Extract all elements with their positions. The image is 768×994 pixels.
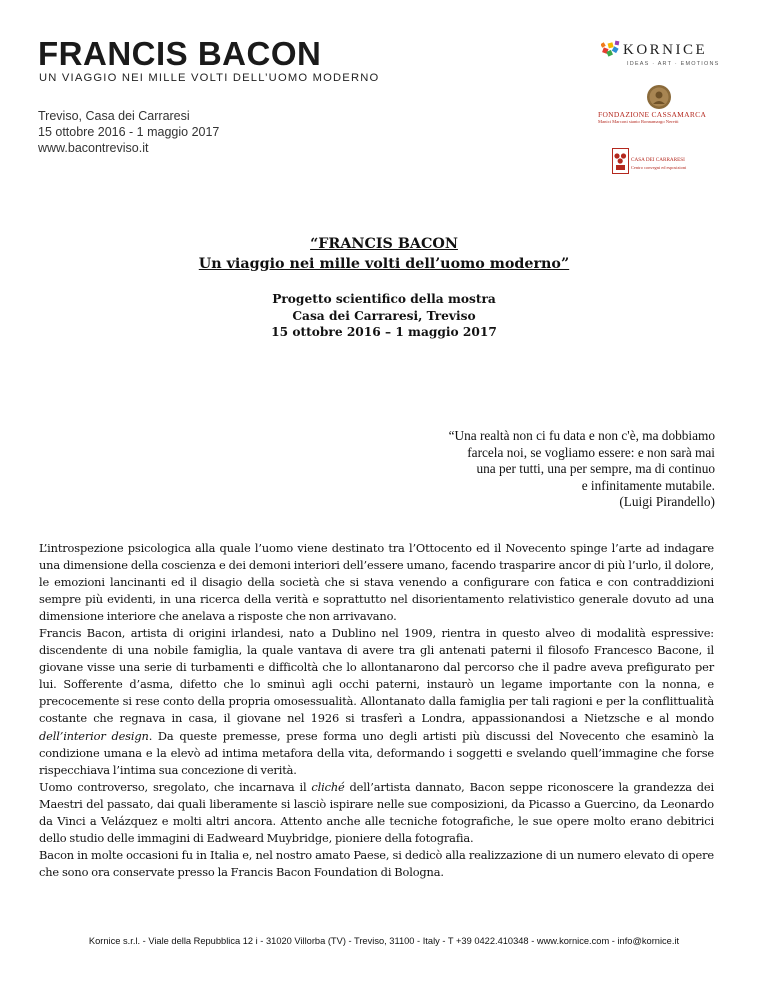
carraresi-name: CASA DEI CARRARESI <box>631 157 685 163</box>
fondazione-tagline: Manici Marconi stanto Ronnamargo Neretti <box>598 119 679 124</box>
project-venue: Casa dei Carraresi, Treviso <box>292 308 476 323</box>
carraresi-tagline: Centro convegni ed esposizioni <box>631 165 687 170</box>
paragraph-text: Francis Bacon, artista di origini irlandesi, nato a Dublino nel 1909, rientra in questo alveo di modalità espressive: discendente di una nobile famiglia, la quale vantava di avere tra gli antenati paterni il filosofo Francesco Bacone, il giovane visse una serie di turbamenti e difficoltà che lo allontanarono dal percorso che il padre aveva prefigurato per lui. Sofferente d’asma, difetto che lo sminuì agli occhi paterni, instaurò un legame importante con la nonna, e precocemente si rese conto della propria omosessualità. Allontanato dalla famiglia per tali ragioni e per la conflittualità costante che regnava in casa, il giovane nel 1926 si trasferì a Londra, appassionandosi a Nietzsche e al mondo <box>39 626 714 726</box>
venue-dates: 15 ottobre 2016 - 1 maggio 2017 <box>38 125 220 139</box>
kornice-name: KORNICE <box>623 42 708 58</box>
epigraph-quote <box>380 428 715 511</box>
page-footer: Kornice s.r.l. - Viale della Repubblica 12 i - 31020 Villorba (TV) - Treviso, 31100 - Italy - T +39 0422.410348 - www.kornice.com - info@kornice.it <box>88 936 680 946</box>
body-text <box>39 540 714 881</box>
paragraph-text: . Da queste premesse, prese forma uno degli artisti più discussi del Novecento che esaminò la condizione umana e la elevò ad intima metafora della vita, deformando i soggetti e svelando quell’immagine che forse rispecchiava l’intima sua concezione di verità. <box>39 728 715 777</box>
paragraph <box>39 779 714 847</box>
document-title-line-2: Un viaggio nei mille volti dell’uomo moderno” <box>198 256 570 272</box>
paragraph <box>39 625 714 778</box>
colorful-cubes-icon <box>601 40 623 60</box>
fondazione-name: FONDAZIONE CASSAMARCA <box>598 110 707 119</box>
quote-line: farcela noi, se vogliamo essere: e non sarà mai <box>467 444 715 460</box>
kornice-tagline: IDEAS · ART · EMOTIONS <box>627 61 720 67</box>
paragraph: L’introspezione psicologica alla quale l’uomo viene destinato tra l’Ottocento ed il Novecento spinge l’arte ad indagare una dimensione della coscienza e dei demoni interiori dell’essere umano, facendo trasparire ancor di più l’urlo, il dolore, le emozioni lancinanti ed il disagio della società che si stava venendo a configurare con fatica e con contraddizioni sempre più evidenti, in una ricerca della verità e soprattutto nel disorientamento relativistico generale dovuto ad una dimensione interiore che anelava a risposte che non arrivavano. <box>39 541 714 624</box>
document-title-line-1: “FRANCIS BACON <box>310 236 458 252</box>
brand-subtitle: UN VIAGGIO NEI MILLE VOLTI DELL’UOMO MODERNO <box>39 72 380 84</box>
brand-title: FRANCIS BACON <box>38 35 322 72</box>
building-emblem-icon <box>612 148 629 174</box>
quote-line: e infinitamente mutabile. <box>581 477 715 493</box>
venue-website-link[interactable]: www.bacontreviso.it <box>38 141 149 155</box>
quote-line: una per tutti, una per sempre, ma di continuo <box>476 461 715 477</box>
project-info <box>0 291 768 341</box>
quote-line: “Una realtà non ci fu data e non c'è, ma dobbiamo <box>448 428 715 443</box>
venue-info <box>38 108 219 156</box>
quote-author: (Luigi Pirandello) <box>619 494 715 510</box>
fondazione-logo <box>596 84 714 132</box>
paragraph-text: dell’artista dannato, Bacon seppe riconoscere la grandezza dei Maestri del passato, dai quali liberamente si lasciò ispirare nelle sue composizioni, da Picasso a Guercino, da Leonardo da Vinci a Velázquez e molti altri ancora. Attento anche alle tecniche fotografiche, le sue opere molto erano debitrici dello studio delle immagini di Eadweard Muybridge, pioniere della fotografia. <box>39 779 715 845</box>
emphasis-text: cliché <box>311 779 345 794</box>
carraresi-logo <box>612 146 712 184</box>
kornice-logo <box>601 40 719 72</box>
paragraph: Bacon in molte occasioni fu in Italia e, nel nostro amato Paese, si dedicò alla realizzazione di un numero elevato di opere che sono ora conservate presso la Francis Bacon Foundation di Bologna. <box>39 847 714 879</box>
paragraph-text: Uomo controverso, sregolato, che incarnava il <box>39 779 312 794</box>
venue-location: Treviso, Casa dei Carraresi <box>38 109 190 123</box>
project-heading: Progetto scientifico della mostra <box>272 292 496 306</box>
project-dates: 15 ottobre 2016 – 1 maggio 2017 <box>271 325 497 339</box>
emphasis-text: dell’interior design <box>39 728 149 743</box>
seal-icon <box>646 84 672 110</box>
